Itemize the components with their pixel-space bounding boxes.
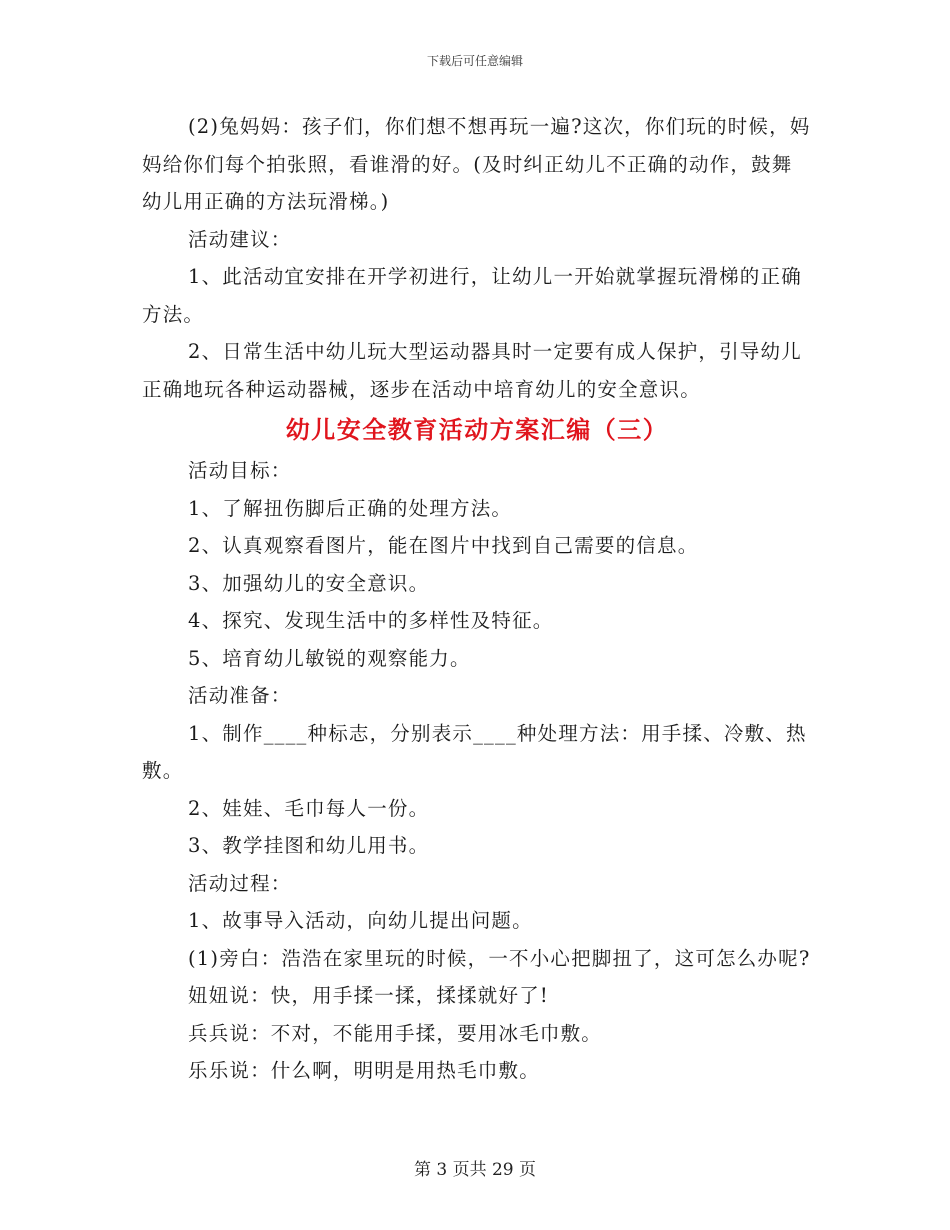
- list-item-goal-2: 2、认真观察看图片，能在图片中找到自己需要的信息。: [188, 534, 699, 557]
- list-item-prep-1: 1、制作____种标志，分别表示____种处理方法：用手揉、冷敷、热敷。: [142, 721, 807, 782]
- document-body: [142, 108, 812, 1090]
- paragraph-suggestion-2: 2、日常生活中幼儿玩大型运动器具时一定要有成人保护，引导幼儿正确地玩各种运动器械，逐步在活动中培育幼儿的安全意识。: [142, 340, 802, 401]
- page-header: 下载后可任意编辑: [426, 54, 523, 68]
- heading-activity-goals: 活动目标：: [188, 459, 292, 482]
- paragraph-narration: (1)旁白：浩浩在家里玩的时候，一不小心把脚扭了，这可怎么办呢?: [188, 946, 811, 970]
- list-item-goal-4: 4、探究、发现生活中的多样性及特征。: [188, 609, 554, 632]
- paragraph-bingbing: 兵兵说：不对，不能用手揉，要用冰毛巾敷。: [188, 1021, 603, 1045]
- list-item-prep-2: 2、娃娃、毛巾每人一份。: [188, 796, 430, 820]
- paragraph-niuniu: 妞妞说：快，用手揉一揉，揉揉就好了!: [188, 984, 549, 1007]
- list-item-process-1: 1、故事导入活动，向幼儿提出问题。: [188, 909, 533, 932]
- list-item-goal-5: 5、培育幼儿敏锐的观察能力。: [188, 646, 471, 670]
- heading-activity-process: 活动过程：: [188, 871, 292, 895]
- paragraph-rabbit-mother: (2)兔妈妈：孩子们，你们想不想再玩一遍?这次，你们玩的时候，妈妈给你们每个拍张照，看谁滑的好。(及时纠正幼儿不正确的动作，鼓舞幼儿用正确的方法玩滑梯。): [142, 115, 811, 213]
- list-item-goal-1: 1、了解扭伤脚后正确的处理方法。: [188, 496, 513, 520]
- heading-activity-suggestions: 活动建议：: [188, 227, 292, 251]
- paragraph-suggestion-1: 1、此活动宜安排在开学初进行，让幼儿一开始就掌握玩滑梯的正确方法。: [142, 265, 802, 326]
- list-item-goal-3: 3、加强幼儿的安全意识。: [188, 571, 430, 595]
- section-title: 幼儿安全教育活动方案汇编（三）: [285, 415, 669, 444]
- heading-activity-preparation: 活动准备：: [188, 684, 292, 707]
- list-item-prep-3: 3、教学挂图和幼儿用书。: [188, 834, 430, 857]
- paragraph-lele: 乐乐说：什么啊，明明是用热毛巾敷。: [188, 1059, 540, 1082]
- page-footer: 第 3 页共 29 页: [413, 1160, 537, 1180]
